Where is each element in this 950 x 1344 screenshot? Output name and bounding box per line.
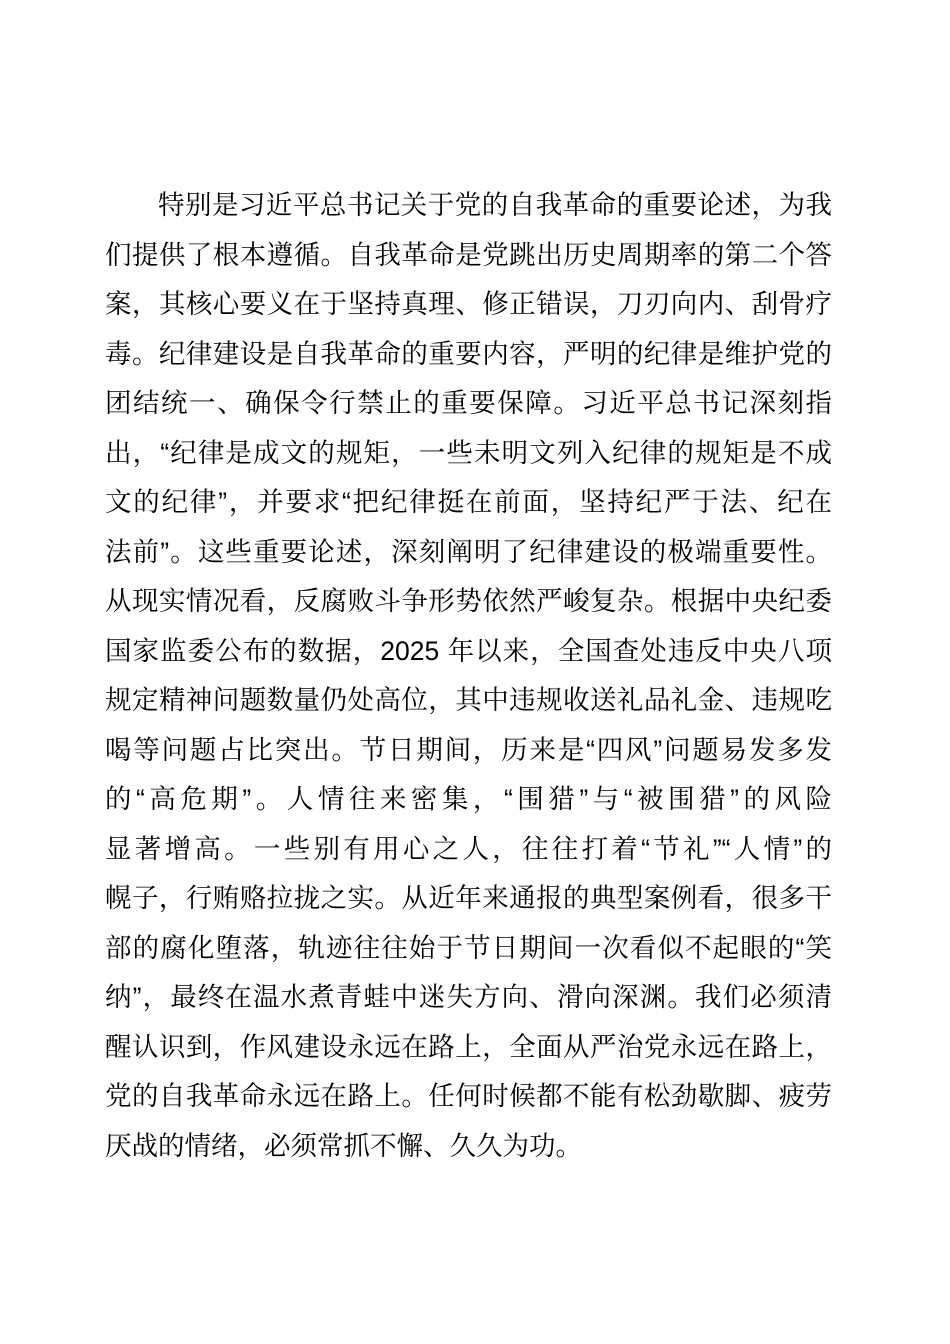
paragraph-line: 从现实情况看，反腐败斗争形势依然严峻复杂。根据中央纪委	[105, 586, 832, 616]
paragraph-line: 出，“纪律是成文的规矩，一些未明文列入纪律的规矩是不成	[105, 437, 832, 468]
paragraph-line: 部的腐化堕落，轨迹往往始于节日期间一次看似不起眼的“笑	[105, 932, 832, 963]
paragraph-line: 规定精神问题数量仍处高位，其中违规收送礼品礼金、违规吃	[105, 685, 832, 715]
body-paragraph	[105, 181, 832, 1171]
paragraph-line: 国家监委公布的数据，2025 年以来，全国查处违反中央八项	[105, 635, 832, 666]
paragraph-line: 喝等问题占比突出。节日期间，历来是“四风”问题易发多发	[105, 734, 832, 765]
paragraph-line: 党的自我革命永远在路上。任何时候都不能有松劲歇脚、疲劳	[105, 1081, 832, 1111]
paragraph-line: 醒认识到，作风建设永远在路上，全面从严治党永远在路上，	[105, 1031, 832, 1062]
paragraph-line: 文的纪律”，并要求“把纪律挺在前面，坚持纪严于法、纪在	[105, 487, 832, 517]
paragraph-line: 的“高危期”。人情往来密集，“围猎”与“被围猎”的风险	[105, 784, 832, 814]
paragraph-line: 幌子，行贿赂拉拢之实。从近年来通报的典型案例看，很多干	[105, 883, 832, 913]
paragraph-line: 特别是习近平总书记关于党的自我革命的重要论述，为我	[158, 190, 832, 220]
paragraph-line: 团结统一、确保令行禁止的重要保障。习近平总书记深刻指	[105, 388, 832, 418]
paragraph-line: 厌战的情绪，必须常抓不懈、久久为功。	[105, 1130, 582, 1161]
paragraph-line: 案，其核心要义在于坚持真理、修正错误，刀刃向内、刮骨疗	[105, 289, 832, 319]
paragraph-line: 毒。纪律建设是自我革命的重要内容，严明的纪律是维护党的	[105, 338, 832, 369]
paragraph-line: 显著增高。一些别有用心之人，往往打着“节礼”“人情”的	[105, 833, 832, 864]
paragraph-line: 法前”。这些重要论述，深刻阐明了纪律建设的极端重要性。	[105, 536, 832, 567]
paragraph-line: 们提供了根本遵循。自我革命是党跳出历史周期率的第二个答	[105, 239, 832, 270]
paragraph-line: 纳”，最终在温水煮青蛙中迷失方向、滑向深渊。我们必须清	[105, 982, 832, 1012]
